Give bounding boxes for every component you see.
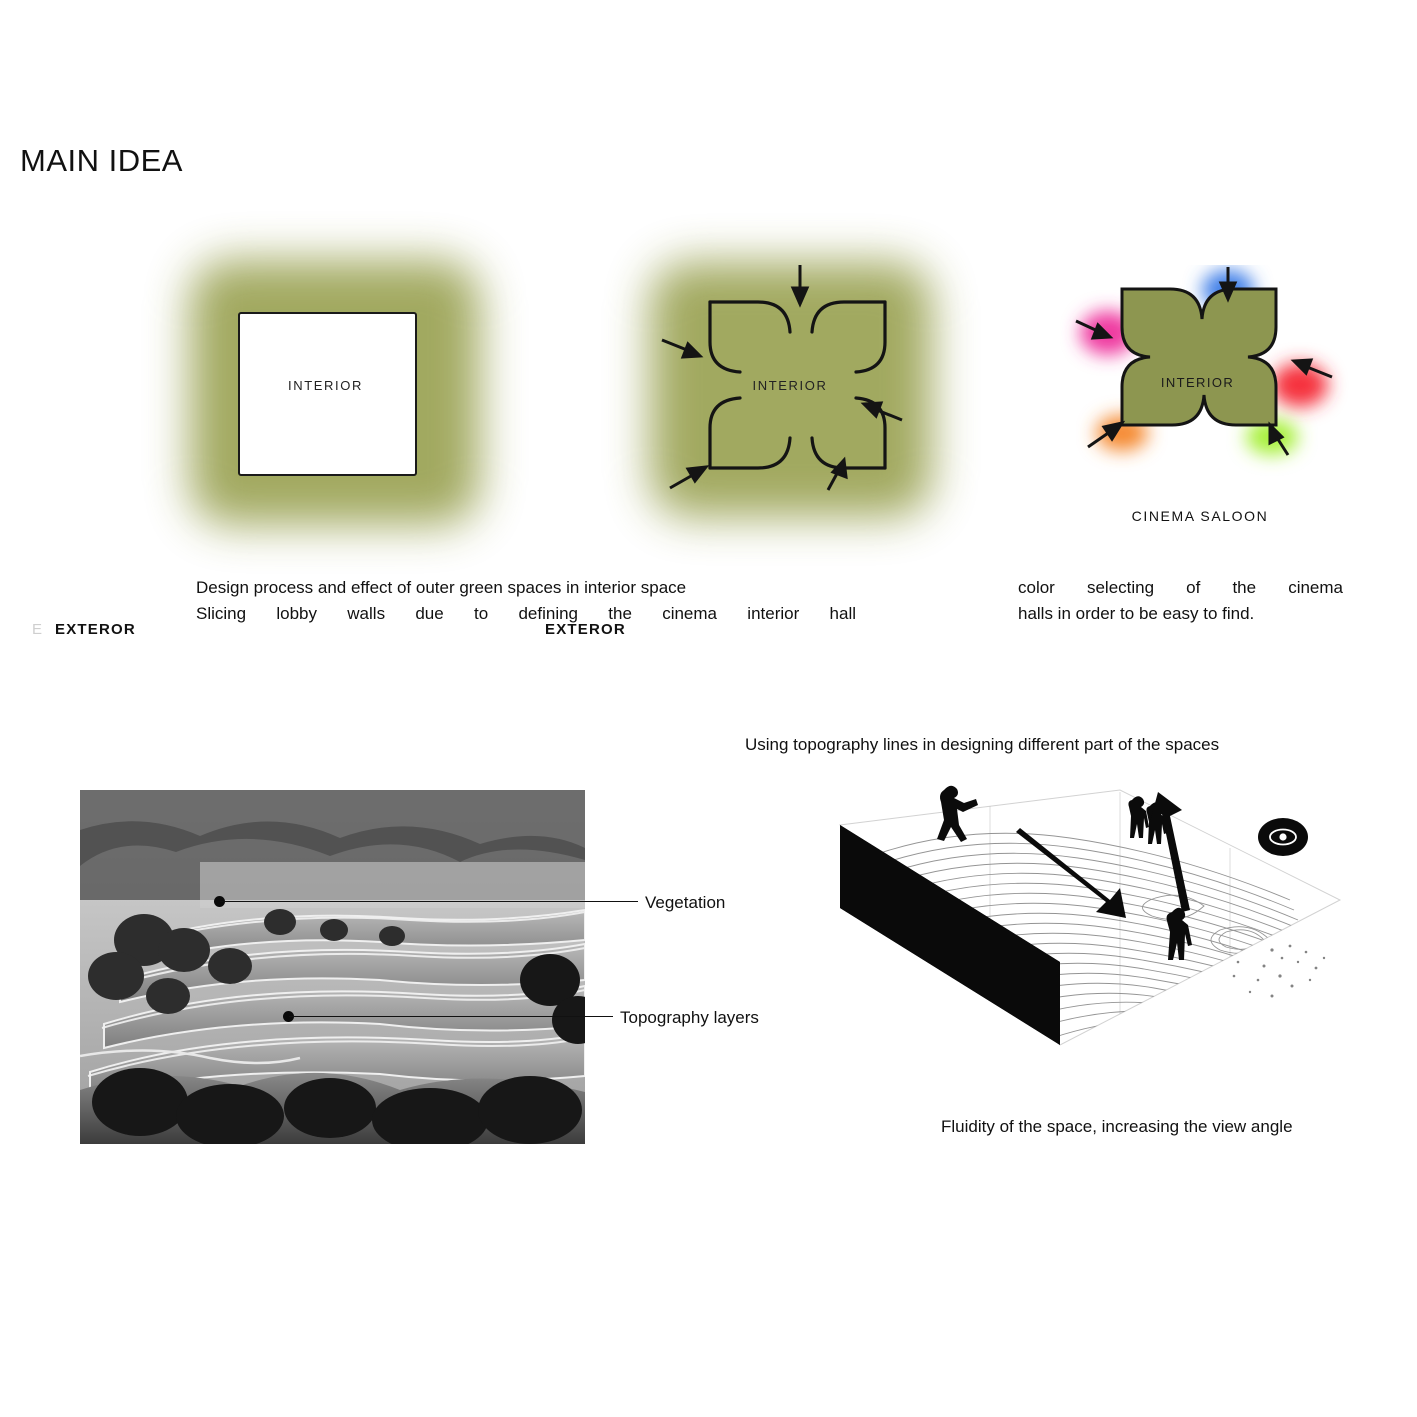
- isometric-title: Using topography lines in designing different part of the spaces: [745, 735, 1220, 754]
- diagram-3-caption: CINEMA SALOON: [1131, 508, 1269, 524]
- diagram-1-exterior-label: EXTEROR: [55, 621, 136, 638]
- caption-left-line-2: Slicing lobby walls due to defining the cinema interior hall: [196, 604, 856, 623]
- caption-left-line-1: Design process and effect of outer green spaces in interior space: [196, 578, 687, 597]
- page-title: MAIN IDEA: [20, 143, 183, 178]
- callout-label-vegetation: Vegetation: [645, 893, 726, 912]
- callout-leader-topography: [289, 1016, 613, 1017]
- diagram-2-exterior-label: EXTEROR: [545, 621, 626, 638]
- caption-right: [1018, 575, 1343, 627]
- caption-left: [196, 575, 856, 627]
- diagram-2-interior-label: INTERIOR: [752, 378, 828, 393]
- callout-label-topography: Topography layers: [620, 1008, 759, 1027]
- eye-icon-glyph: [1268, 828, 1298, 846]
- diagram-1-interior-square: [238, 312, 417, 476]
- eye-icon: [1258, 818, 1308, 856]
- terraced-landscape-photo: [80, 790, 585, 1144]
- diagram-1-exterior-label-faint: E: [32, 621, 44, 638]
- caption-right-line-1: color selecting of the cinema: [1018, 578, 1343, 597]
- diagram-3-interior-label: INTERIOR: [1160, 375, 1235, 390]
- caption-right-line-2: halls in order to be easy to find.: [1018, 604, 1255, 623]
- isometric-caption: Fluidity of the space, increasing the view angle: [941, 1117, 1293, 1136]
- callout-leader-vegetation: [220, 901, 638, 902]
- diagram-1-interior-label: INTERIOR: [288, 378, 363, 393]
